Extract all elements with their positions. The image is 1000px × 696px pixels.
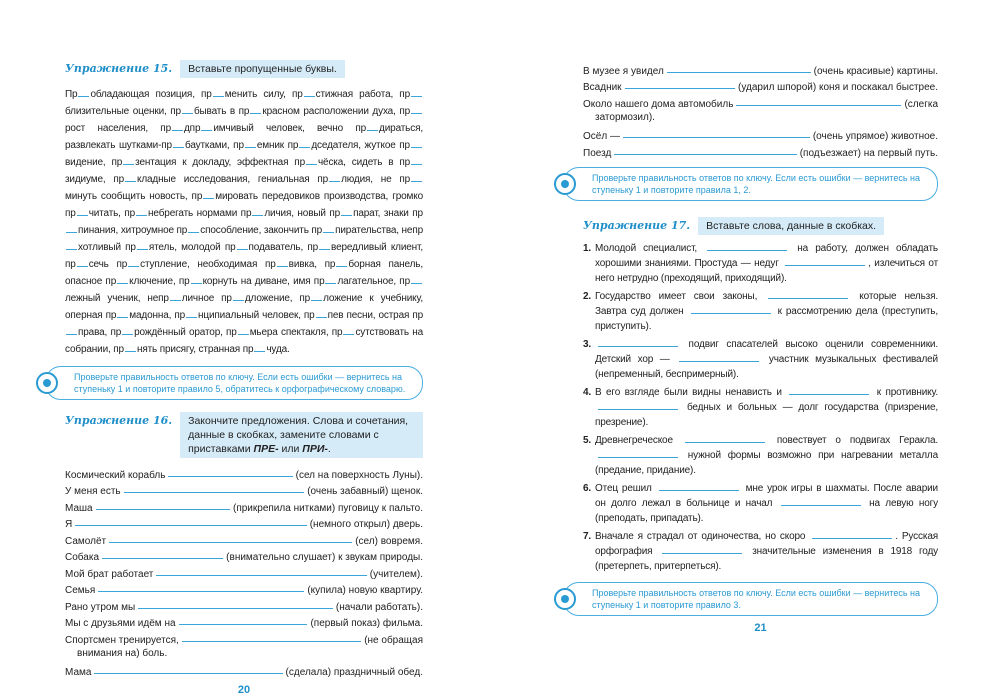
answer-blank[interactable] bbox=[336, 258, 347, 267]
sentence-hint: (начали работать). bbox=[335, 601, 423, 613]
answer-blank[interactable] bbox=[598, 338, 678, 347]
fill-sentence bbox=[65, 563, 423, 580]
answer-blank[interactable] bbox=[237, 241, 248, 250]
task-text: Закончите предложения. Слова и сочетания, данные в скобках, замените словами с приставками bbox=[188, 415, 409, 455]
exercise-item bbox=[583, 289, 938, 334]
check-note-text: Проверьте правильность ответов по ключу. Если есть ошибки — вернитесь на ступеньку 1 и повторите правила 1, 2. bbox=[592, 172, 920, 195]
exercise-15-text: Пр обладающая позиция, пр менить силу, пр стижная работа, прблизительные оценки, пр бывать в пр красном расположении духа, пррост населения, пр дпр имчивый человек, вечно пр дираться, развлекать шутками-пр баутками, пр емник пр дседателя, жуткое првидение, пр зентация к докладу, эффектная пр чёска, сидеть в прзидиуме, пр кладные исследования, гениальная пр людия, не прминуть сообщить новость, пр мировать передовиков производства, громко пр читать, пр небрегать нормами пр личия, новый пр парат, знаки прпинания, хитроумное пр способление, закончить пр пирательства, непрхотливый пр ятель, молодой пр подаватель, пр вередливый клиент, пр сечь пр ступление, необходимая пр вивка, пр борная панель, опасное пр ключение, пр корнуть на диване, имя пр лагательное, прлежный ученик, непр личное пр дложение, пр ложение к учебнику, оперная пр мадонна, пр нципиальный человек, пр пев песни, острая прправа, пр рождённый оратор, пр мьера спектакля, пр сутствовать на собрании, пр нять присягу, странная пр чуда. bbox=[65, 89, 424, 355]
answer-blank[interactable] bbox=[77, 207, 88, 216]
exercise-16-task bbox=[180, 412, 423, 458]
answer-blank[interactable] bbox=[66, 224, 77, 233]
answer-blank[interactable] bbox=[172, 122, 183, 131]
answer-blank[interactable] bbox=[188, 224, 199, 233]
item-number: 6. bbox=[583, 482, 592, 494]
item-text: Вначале я страдал от одиночества, но скоро . Русская орфография значительные изменения в 1918 году (претерпеть, притерпеться). bbox=[595, 530, 938, 572]
sentence-hint: (немного открыл) дверь. bbox=[309, 519, 423, 530]
fill-sentence bbox=[65, 547, 423, 564]
fill-sentence bbox=[65, 596, 423, 613]
answer-blank[interactable] bbox=[411, 156, 422, 165]
exercise-16-sentences-continued bbox=[583, 60, 938, 159]
target-icon bbox=[554, 588, 576, 610]
sentence-start: Осёл — bbox=[583, 131, 620, 142]
fill-sentence bbox=[65, 481, 423, 498]
answer-blank[interactable] bbox=[201, 122, 212, 131]
answer-blank[interactable] bbox=[662, 545, 742, 554]
answer-blank[interactable] bbox=[411, 88, 422, 97]
fill-sentence bbox=[583, 126, 938, 143]
target-icon bbox=[554, 173, 576, 195]
exercise-17-header bbox=[583, 217, 938, 235]
answer-blank[interactable] bbox=[123, 156, 134, 165]
sentence-start: Я bbox=[65, 519, 73, 530]
item-text: Отец решил мне урок игры в шахматы. После аварии он долго лежал в больнице и начал на левую ногу (преподать, припадать). bbox=[595, 482, 939, 524]
exercise-15-header bbox=[65, 60, 423, 78]
exercise-item bbox=[583, 385, 938, 430]
answer-blank[interactable] bbox=[125, 343, 136, 352]
task-text: . bbox=[327, 443, 331, 455]
check-note-ex17 bbox=[563, 582, 938, 616]
sentence-hint: (купила) новую квартиру. bbox=[307, 585, 423, 596]
answer-blank[interactable] bbox=[325, 275, 336, 284]
fill-sentence bbox=[65, 662, 423, 679]
answer-blank[interactable] bbox=[122, 326, 133, 335]
answer-blank[interactable] bbox=[250, 105, 261, 114]
check-note-text: Проверьте правильность ответов по ключу. Если есть ошибки — вернитесь на ступеньку 1 и повторите правило 5, обратитесь к орфографическому словарю. bbox=[74, 372, 406, 394]
sentence-start: Около нашего дома автомобиль bbox=[583, 98, 734, 110]
answer-blank[interactable] bbox=[781, 497, 861, 506]
answer-blank[interactable] bbox=[245, 139, 256, 148]
sentence-continuation: затормозил). bbox=[595, 111, 655, 123]
sentence-start: Мама bbox=[65, 667, 92, 678]
answer-blank[interactable] bbox=[213, 88, 224, 97]
page-number: 21 bbox=[754, 621, 767, 634]
answer-blank[interactable] bbox=[316, 309, 327, 318]
answer-blank[interactable] bbox=[117, 275, 128, 284]
answer-blank[interactable] bbox=[299, 139, 310, 148]
answer-blank[interactable] bbox=[598, 401, 678, 410]
answer-blank[interactable] bbox=[138, 608, 333, 609]
exercise-17-task: Вставьте слова, данные в скобках. bbox=[698, 217, 884, 235]
exercise-16-label: Упражнение 16. bbox=[65, 414, 173, 427]
answer-blank[interactable] bbox=[191, 275, 202, 284]
exercise-item bbox=[583, 241, 938, 286]
prefix-pri: ПРИ- bbox=[302, 443, 328, 455]
answer-blank[interactable] bbox=[768, 290, 848, 299]
answer-blank[interactable] bbox=[98, 591, 304, 592]
sentence-start: Космический корабль bbox=[65, 469, 166, 481]
task-text: или bbox=[278, 443, 303, 455]
exercise-16-sentences bbox=[65, 464, 423, 678]
answer-blank[interactable] bbox=[66, 241, 77, 250]
answer-blank[interactable] bbox=[277, 258, 288, 267]
answer-blank[interactable] bbox=[691, 305, 771, 314]
item-text: Молодой специалист, на работу, должен обладать хорошими знаниями. Простуда — недуг , излечиться от него нетрудно (преходящий, приходящий). bbox=[595, 242, 938, 284]
sentence-hint: (сел) вовремя. bbox=[355, 535, 423, 547]
answer-blank[interactable] bbox=[254, 343, 265, 352]
fill-sentence bbox=[65, 530, 423, 547]
answer-blank[interactable] bbox=[319, 241, 330, 250]
fill-sentence bbox=[583, 142, 938, 159]
sentence-start: Маша bbox=[65, 502, 93, 514]
answer-blank[interactable] bbox=[156, 575, 366, 576]
answer-blank[interactable] bbox=[94, 673, 282, 674]
sentence-hint: (сделала) праздничный обед. bbox=[285, 667, 423, 678]
sentence-start: Мы с друзьями идём на bbox=[65, 618, 176, 629]
fill-sentence bbox=[65, 514, 423, 531]
sentence-hint: (прикрепила нитками) пуговицу к пальто. bbox=[233, 502, 423, 514]
item-number: 3. bbox=[583, 338, 592, 350]
answer-blank[interactable] bbox=[306, 156, 317, 165]
exercise-17-label: Упражнение 17. bbox=[583, 218, 691, 232]
sentence-start: В музее я увидел bbox=[583, 65, 664, 77]
answer-blank[interactable] bbox=[679, 353, 759, 362]
answer-blank[interactable] bbox=[124, 492, 305, 493]
fill-sentence bbox=[583, 60, 938, 77]
answer-blank[interactable] bbox=[203, 190, 214, 199]
answer-blank[interactable] bbox=[252, 207, 263, 216]
answer-blank[interactable] bbox=[411, 105, 422, 114]
answer-blank[interactable] bbox=[667, 72, 811, 73]
sentence-hint: (очень красивые) картины. bbox=[813, 65, 938, 77]
check-note-ex16 bbox=[563, 167, 938, 201]
exercise-15-label: Упражнение 15. bbox=[65, 62, 173, 75]
check-note-text: Проверьте правильность ответов по ключу. Если есть ошибки — вернитесь на ступеньку 1 и повторите правило 3. bbox=[592, 587, 920, 610]
left-column bbox=[65, 60, 423, 696]
exercise-item bbox=[583, 433, 938, 478]
answer-blank[interactable] bbox=[614, 154, 796, 155]
fill-sentence bbox=[65, 580, 423, 597]
sentence-hint: (сел на поверхность Луны). bbox=[295, 469, 423, 481]
answer-blank[interactable] bbox=[182, 641, 361, 642]
answer-blank[interactable] bbox=[411, 173, 422, 182]
sentence-start: Семья bbox=[65, 585, 96, 596]
exercise-16-header bbox=[65, 412, 423, 458]
fill-sentence bbox=[65, 497, 423, 514]
exercise-item bbox=[583, 481, 938, 526]
item-number: 5. bbox=[583, 434, 592, 446]
answer-blank[interactable] bbox=[170, 292, 181, 301]
answer-blank[interactable] bbox=[304, 88, 315, 97]
exercise-17-items bbox=[583, 241, 938, 577]
answer-blank[interactable] bbox=[411, 139, 422, 148]
answer-blank[interactable] bbox=[125, 173, 136, 182]
sentence-start: Самолёт bbox=[65, 535, 107, 547]
answer-blank[interactable] bbox=[102, 558, 223, 559]
sentence-continuation: внимания на) боль. bbox=[77, 647, 168, 659]
answer-blank[interactable] bbox=[623, 137, 810, 138]
answer-blank[interactable] bbox=[66, 326, 77, 335]
answer-blank[interactable] bbox=[136, 207, 147, 216]
answer-blank[interactable] bbox=[238, 326, 249, 335]
answer-blank[interactable] bbox=[685, 434, 765, 443]
sentence-hint: (не обращая bbox=[364, 634, 423, 646]
item-text: Государство имеет свои законы, которые нельзя. Завтра суд должен к рассмотрению дела (преступить, приступить). bbox=[595, 290, 938, 332]
item-text: Древнегреческое повествует о подвигах Геракла. нужной формы возможно при нагревании металла (предание, придание). bbox=[595, 434, 938, 476]
answer-blank[interactable] bbox=[367, 122, 378, 131]
check-note-ex15 bbox=[45, 366, 423, 400]
answer-blank[interactable] bbox=[182, 105, 193, 114]
answer-blank[interactable] bbox=[411, 275, 422, 284]
item-number: 2. bbox=[583, 290, 592, 302]
answer-blank[interactable] bbox=[96, 509, 230, 510]
answer-blank[interactable] bbox=[343, 326, 354, 335]
answer-blank[interactable] bbox=[812, 530, 892, 539]
exercise-item bbox=[583, 529, 938, 574]
answer-blank[interactable] bbox=[341, 207, 352, 216]
prefix-pre: ПРЕ- bbox=[253, 443, 279, 455]
fill-sentence bbox=[65, 613, 423, 630]
sentence-start: Собака bbox=[65, 552, 99, 563]
sentence-start: Мой брат работает bbox=[65, 568, 154, 580]
answer-blank[interactable] bbox=[78, 88, 89, 97]
answer-blank[interactable] bbox=[75, 525, 306, 526]
sentence-start: У меня есть bbox=[65, 486, 121, 497]
fill-sentence bbox=[583, 77, 938, 94]
sentence-hint: (очень забавный) щенок. bbox=[307, 486, 423, 497]
item-number: 4. bbox=[583, 386, 592, 398]
sentence-start: Рано утром мы bbox=[65, 601, 136, 613]
right-column bbox=[583, 60, 938, 634]
sentence-hint: (слегка bbox=[904, 98, 938, 110]
answer-blank[interactable] bbox=[659, 482, 739, 491]
exercise-15-task: Вставьте пропущенные буквы. bbox=[180, 60, 345, 78]
right-page bbox=[500, 0, 1000, 659]
target-icon bbox=[36, 372, 58, 394]
sentence-hint: (первый показ) фильма. bbox=[310, 618, 423, 629]
sentence-hint: (ударил шпорой) коня и поскакал быстрее. bbox=[738, 82, 938, 93]
exercise-item bbox=[583, 337, 938, 382]
fill-sentence bbox=[583, 93, 938, 110]
sentence-hint: (очень упрямое) животное. bbox=[812, 131, 938, 142]
item-number: 7. bbox=[583, 530, 592, 542]
answer-blank[interactable] bbox=[311, 292, 322, 301]
item-text: подвиг спасателей высоко оценили современники. Детский хор — участник музыкальных фестивалей (непременный, беспримерный). bbox=[595, 338, 938, 380]
answer-blank[interactable] bbox=[598, 449, 678, 458]
sentence-start: Поезд bbox=[583, 147, 612, 159]
answer-blank[interactable] bbox=[137, 241, 148, 250]
answer-blank[interactable] bbox=[233, 292, 244, 301]
sentence-hint: (учителем). bbox=[369, 568, 423, 580]
answer-blank[interactable] bbox=[329, 173, 340, 182]
item-text: В его взгляде были видны ненависть и к противнику. бедных и больных — долг государства (призрение, презрение). bbox=[595, 386, 938, 428]
answer-blank[interactable] bbox=[323, 224, 334, 233]
answer-blank[interactable] bbox=[168, 476, 292, 477]
fill-sentence bbox=[65, 629, 423, 646]
answer-blank[interactable] bbox=[789, 386, 869, 395]
page-number: 20 bbox=[237, 684, 251, 696]
sentence-start: Спортсмен тренируется, bbox=[65, 634, 179, 646]
answer-blank[interactable] bbox=[117, 309, 128, 318]
answer-blank[interactable] bbox=[785, 257, 865, 266]
answer-blank[interactable] bbox=[77, 258, 88, 267]
sentence-hint: (внимательно слушает) к звукам природы. bbox=[226, 552, 423, 563]
answer-blank[interactable] bbox=[173, 139, 184, 148]
fill-sentence bbox=[65, 464, 423, 481]
sentence-start: Всадник bbox=[583, 82, 622, 93]
answer-blank[interactable] bbox=[109, 542, 352, 543]
answer-blank[interactable] bbox=[179, 624, 308, 625]
answer-blank[interactable] bbox=[625, 88, 735, 89]
answer-blank[interactable] bbox=[707, 242, 787, 251]
item-number: 1. bbox=[583, 242, 592, 254]
answer-blank[interactable] bbox=[186, 309, 197, 318]
answer-blank[interactable] bbox=[128, 258, 139, 267]
answer-blank[interactable] bbox=[736, 105, 901, 106]
sentence-hint: (подъезжает) на первый путь. bbox=[799, 147, 938, 159]
